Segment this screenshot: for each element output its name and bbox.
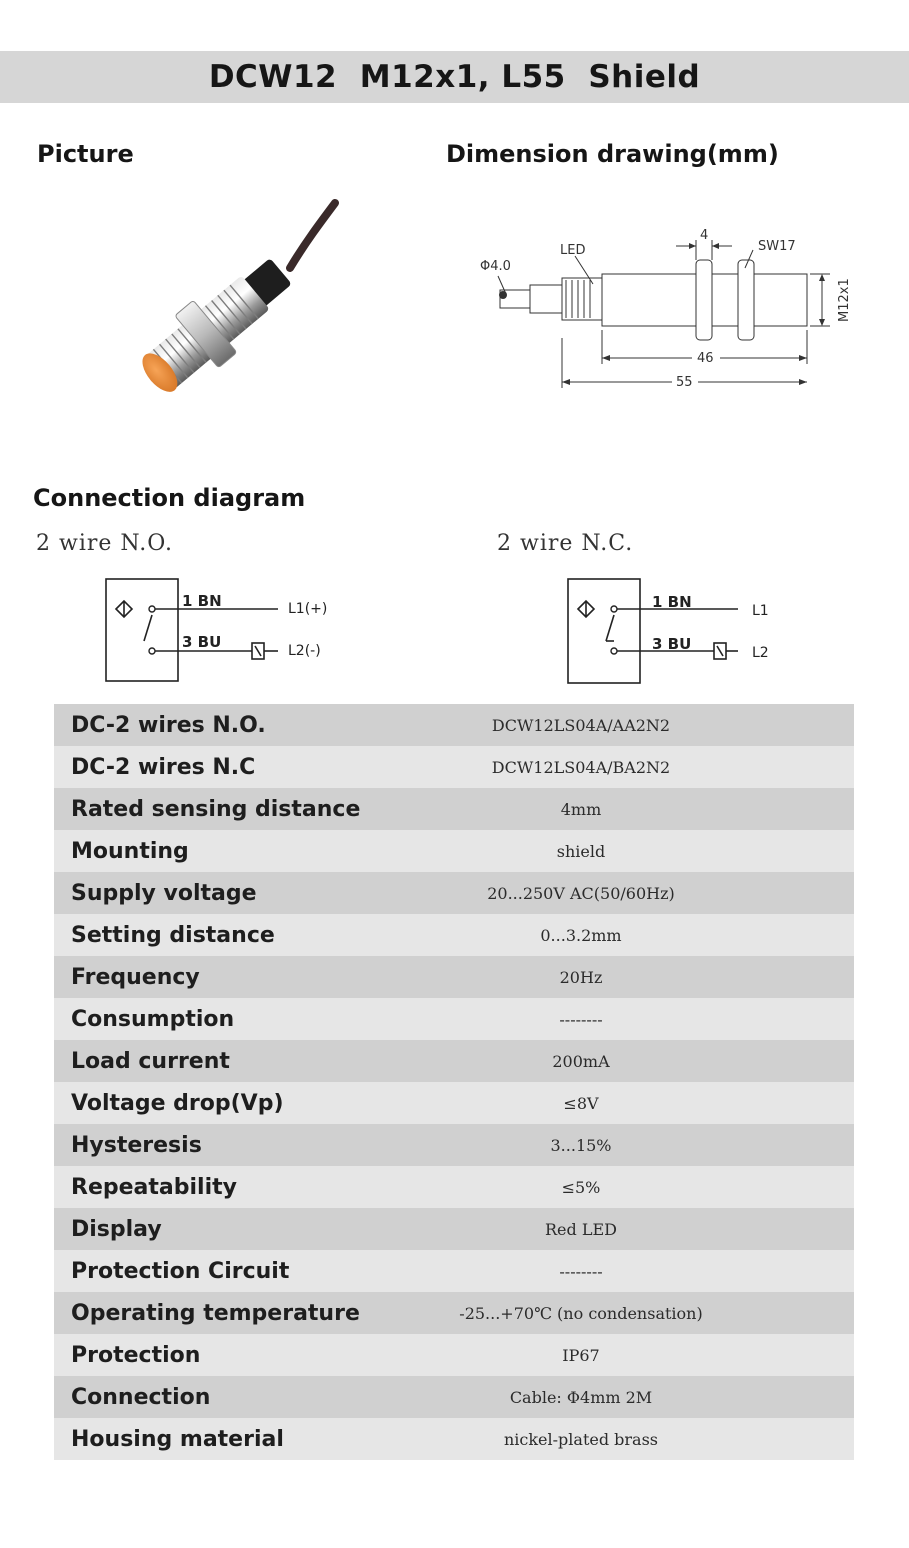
spec-label: Frequency (71, 964, 200, 990)
spec-label: Consumption (71, 1006, 235, 1032)
spec-label: DC-2 wires N.C (71, 754, 256, 780)
wiring-no-wire1: 1 BN (182, 592, 222, 610)
dim-46-label: 46 (697, 351, 714, 366)
spec-value: 3...15% (550, 1135, 612, 1155)
spec-row (54, 872, 854, 914)
spec-value: 200mA (552, 1051, 610, 1071)
spec-label: Supply voltage (71, 880, 257, 906)
spec-value: Red LED (545, 1219, 617, 1239)
spec-label: Housing material (71, 1426, 284, 1452)
spec-label: Voltage drop(Vp) (71, 1090, 284, 1116)
spec-value: -------- (559, 1261, 603, 1281)
spec-row (54, 830, 854, 872)
spec-row (54, 1208, 854, 1250)
sensor-photo (100, 198, 350, 433)
spec-value: -------- (559, 1009, 603, 1029)
spec-value: IP67 (562, 1345, 600, 1365)
spec-label: Protection Circuit (71, 1258, 290, 1284)
spec-label: Operating temperature (71, 1300, 360, 1326)
spec-value: ≤5% (561, 1177, 601, 1197)
spec-label: Load current (71, 1048, 230, 1074)
spec-value: DCW12LS04A/AA2N2 (491, 715, 671, 735)
dim-thread-label: M12x1 (837, 278, 852, 322)
wiring-no-diagram (100, 575, 350, 687)
spec-row (54, 1166, 854, 1208)
wiring-nc-diagram (562, 575, 792, 687)
spec-row (54, 1082, 854, 1124)
dimension-heading: Dimension drawing(mm) (446, 140, 779, 168)
wiring-no-wire2: 3 BU (182, 633, 222, 651)
spec-row (54, 1334, 854, 1376)
wiring-nc-title: 2 wire N.C. (497, 531, 634, 556)
spec-value: nickel-plated brass (503, 1429, 659, 1449)
title-bar (0, 51, 909, 103)
spec-value: DCW12LS04A/BA2N2 (491, 757, 671, 777)
spec-value: Cable: Φ4mm 2M (509, 1387, 653, 1407)
dim-wrench-label: SW17 (758, 239, 796, 254)
spec-label: Rated sensing distance (71, 796, 361, 822)
spec-row (54, 956, 854, 998)
spec-value: ≤8V (563, 1093, 599, 1113)
spec-label: Connection (71, 1384, 211, 1410)
spec-row (54, 1292, 854, 1334)
spec-label: DC-2 wires N.O. (71, 712, 266, 738)
dimension-drawing (470, 218, 850, 400)
spec-row (54, 914, 854, 956)
connection-heading: Connection diagram (33, 484, 306, 512)
wiring-no-line1: L1(+) (288, 601, 328, 617)
spec-row (54, 1250, 854, 1292)
spec-label: Hysteresis (71, 1132, 202, 1158)
spec-row (54, 998, 854, 1040)
page-title: DCW12 M12x1, L55 Shield (208, 59, 701, 95)
spec-value: 20Hz (559, 967, 603, 987)
spec-row (54, 1040, 854, 1082)
spec-row (54, 1418, 854, 1460)
spec-value: 4mm (560, 799, 602, 819)
wiring-no-title: 2 wire N.O. (36, 531, 173, 556)
spec-value: shield (556, 841, 606, 861)
dim-phi-label: Φ4.0 (480, 259, 511, 274)
spec-value: 20...250V AC(50/60Hz) (487, 883, 675, 903)
spec-row (54, 1376, 854, 1418)
picture-heading: Picture (37, 140, 134, 168)
dim-55-label: 55 (676, 375, 693, 390)
spec-row (54, 746, 854, 788)
wiring-nc-line1: L1 (752, 603, 769, 619)
spec-row (54, 788, 854, 830)
spec-value: -25...+70℃ (no condensation) (459, 1303, 703, 1323)
wiring-nc-wire1: 1 BN (652, 593, 692, 611)
wiring-no-line2: L2(-) (288, 643, 321, 659)
spec-label: Display (71, 1216, 162, 1242)
spec-table (54, 704, 854, 1460)
spec-label: Repeatability (71, 1174, 237, 1200)
dim-nut-width-label: 4 (700, 228, 709, 243)
spec-label: Setting distance (71, 922, 275, 948)
spec-row (54, 1124, 854, 1166)
wiring-nc-line2: L2 (752, 645, 769, 661)
spec-value: 0...3.2mm (540, 925, 622, 945)
spec-label: Protection (71, 1342, 201, 1368)
spec-row (54, 704, 854, 746)
wiring-nc-wire2: 3 BU (652, 635, 692, 653)
spec-label: Mounting (71, 838, 189, 864)
dim-led-label: LED (560, 243, 586, 258)
